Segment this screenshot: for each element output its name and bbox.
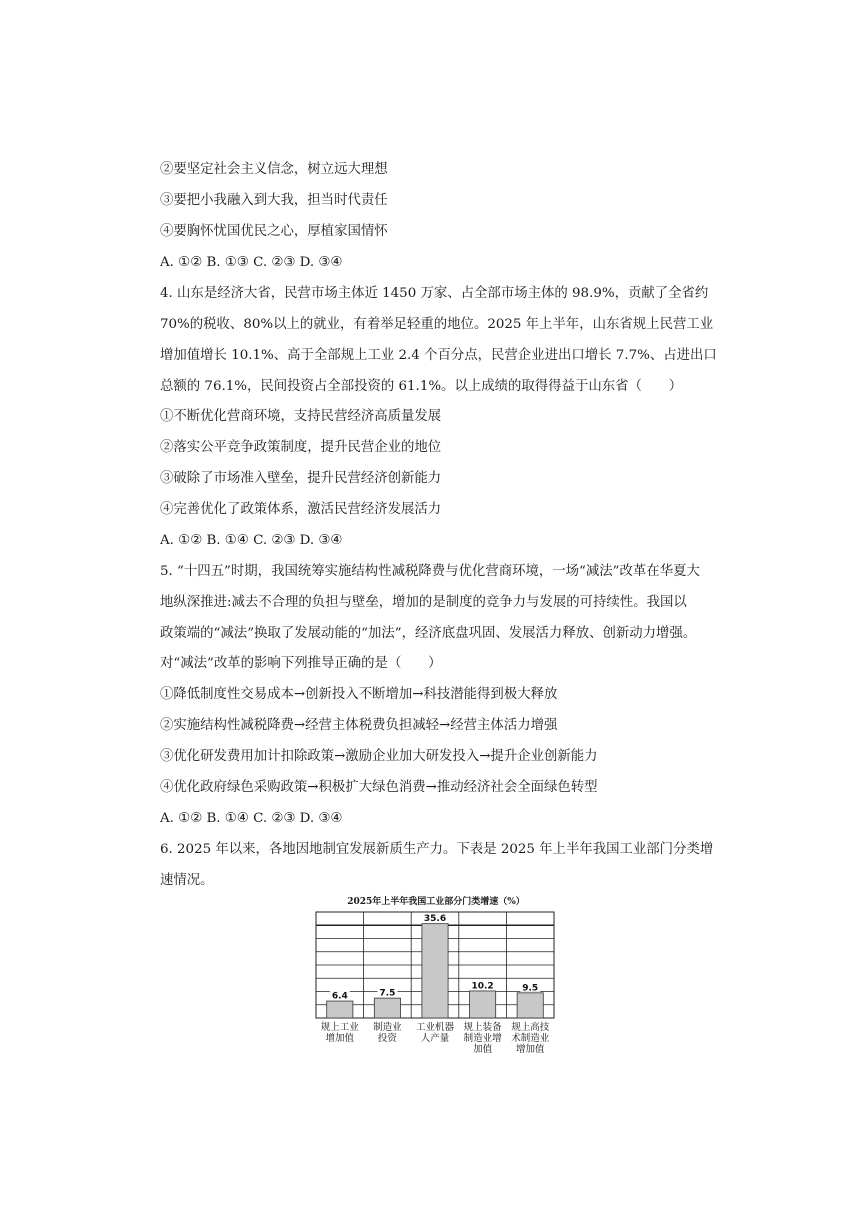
q4-option-3: ③破除了市场准入壁垒，提升民营经济创新能力 [160,471,442,486]
category-label: 人产量 [420,1033,450,1044]
q5-option-2: ②实施结构性减税降费→经营主体税费负担减轻→经营主体活力增强 [160,718,558,733]
question-5-line-2: 地纵深推进:减去不合理的负担与壁垒，增加的是制度的竞争力与发展的可持续性。我国以 [160,595,687,610]
bar [422,924,448,1018]
bar [470,991,496,1018]
option-line-2: ②要坚定社会主义信念，树立远大理想 [160,162,388,177]
category-label: 工业机器 [415,1022,455,1033]
question-5-line-3: 政策端的“减法”换取了发展动能的“加法”，经济底盘巩固、发展活力释放、创新动力增强。 [160,626,697,641]
question-6-line-2: 速情况。 [160,873,214,888]
question-4-line-3: 增加值增长 10.1%、高于全部规上工业 2.4 个百分点，民营企业进出口增长 7.7%、占进出口 [160,348,717,363]
q4-option-1: ①不断优化营商环境，支持民营经济高质量发展 [160,409,442,424]
bar [374,998,400,1018]
option-line-4: ④要胸怀忧国优民之心，厚植家国情怀 [160,224,388,239]
data-label: 6.4 [331,991,348,1002]
question-4-line-1: 4. 山东是经济大省，民营市场主体近 1450 万家、占全部市场主体的 98.9%，贡献了全省约 [160,286,709,301]
chart-title: 2025年上半年我国工业部分门类增速（%） [347,897,525,907]
category-label: 增加值 [515,1044,545,1055]
category-label: 术制造业 [511,1033,550,1044]
category-label: 加值 [473,1044,493,1055]
category-label: 投资 [377,1033,397,1044]
industry-growth-chart [300,896,572,1066]
q4-option-4: ④完善优化了政策体系，激活民营经济发展活力 [160,502,442,517]
data-label: 35.6 [423,914,447,925]
question-6-line-1: 6. 2025 年以来，各地因地制宜发展新质生产力。下表是 2025 年上半年我国工业部门分类增 [160,842,714,857]
question-4-line-4: 总额的 76.1%，民间投资占全部投资的 61.1%。以上成绩的取得得益于山东省（ ） [160,379,683,394]
question-5-line-4: 对“减法”改革的影响下列推导正确的是（ ） [160,656,442,671]
option-line-3: ③要把小我融入到大我，担当时代责任 [160,193,388,208]
category-label: 增加值 [325,1033,355,1044]
category-label: 规上工业 [320,1022,359,1033]
question-4-line-2: 70%的税收、80%以上的就业，有着举足轻重的地位。2025 年上半年，山东省规上民营工业 [160,317,714,332]
data-label: 9.5 [522,983,539,994]
answer-choices-q4: A. ①② B. ①④ C. ②③ D. ③④ [160,533,343,548]
q5-option-3: ③优化研发费用加计扣除政策→激励企业加大研发投入→提升企业创新能力 [160,749,598,764]
bar [327,1001,353,1018]
question-5-line-1: 5. “十四五”时期，我国统筹实施结构性减税降费与优化营商环境，一场“减法”改革在华夏大 [160,564,700,579]
bar [517,993,543,1018]
data-label: 7.5 [379,988,396,999]
category-label: 规上装备 [463,1022,502,1033]
answer-choices-q3: A. ①② B. ①③ C. ②③ D. ③④ [160,255,343,270]
q5-option-1: ①降低制度性交易成本→创新投入不断增加→科技潜能得到极大释放 [160,687,558,702]
category-label: 制造业增 [463,1033,502,1044]
answer-choices-q5: A. ①② B. ①④ C. ②③ D. ③④ [160,811,343,826]
category-label: 规上高技 [511,1022,550,1033]
category-label: 制造业 [373,1022,402,1033]
q5-option-4: ④优化政府绿色采购政策→积极扩大绿色消费→推动经济社会全面绿色转型 [160,780,598,795]
data-label: 10.2 [471,981,494,992]
chart-svg [300,896,572,1066]
q4-option-2: ②落实公平竞争政策制度，提升民营企业的地位 [160,440,442,455]
